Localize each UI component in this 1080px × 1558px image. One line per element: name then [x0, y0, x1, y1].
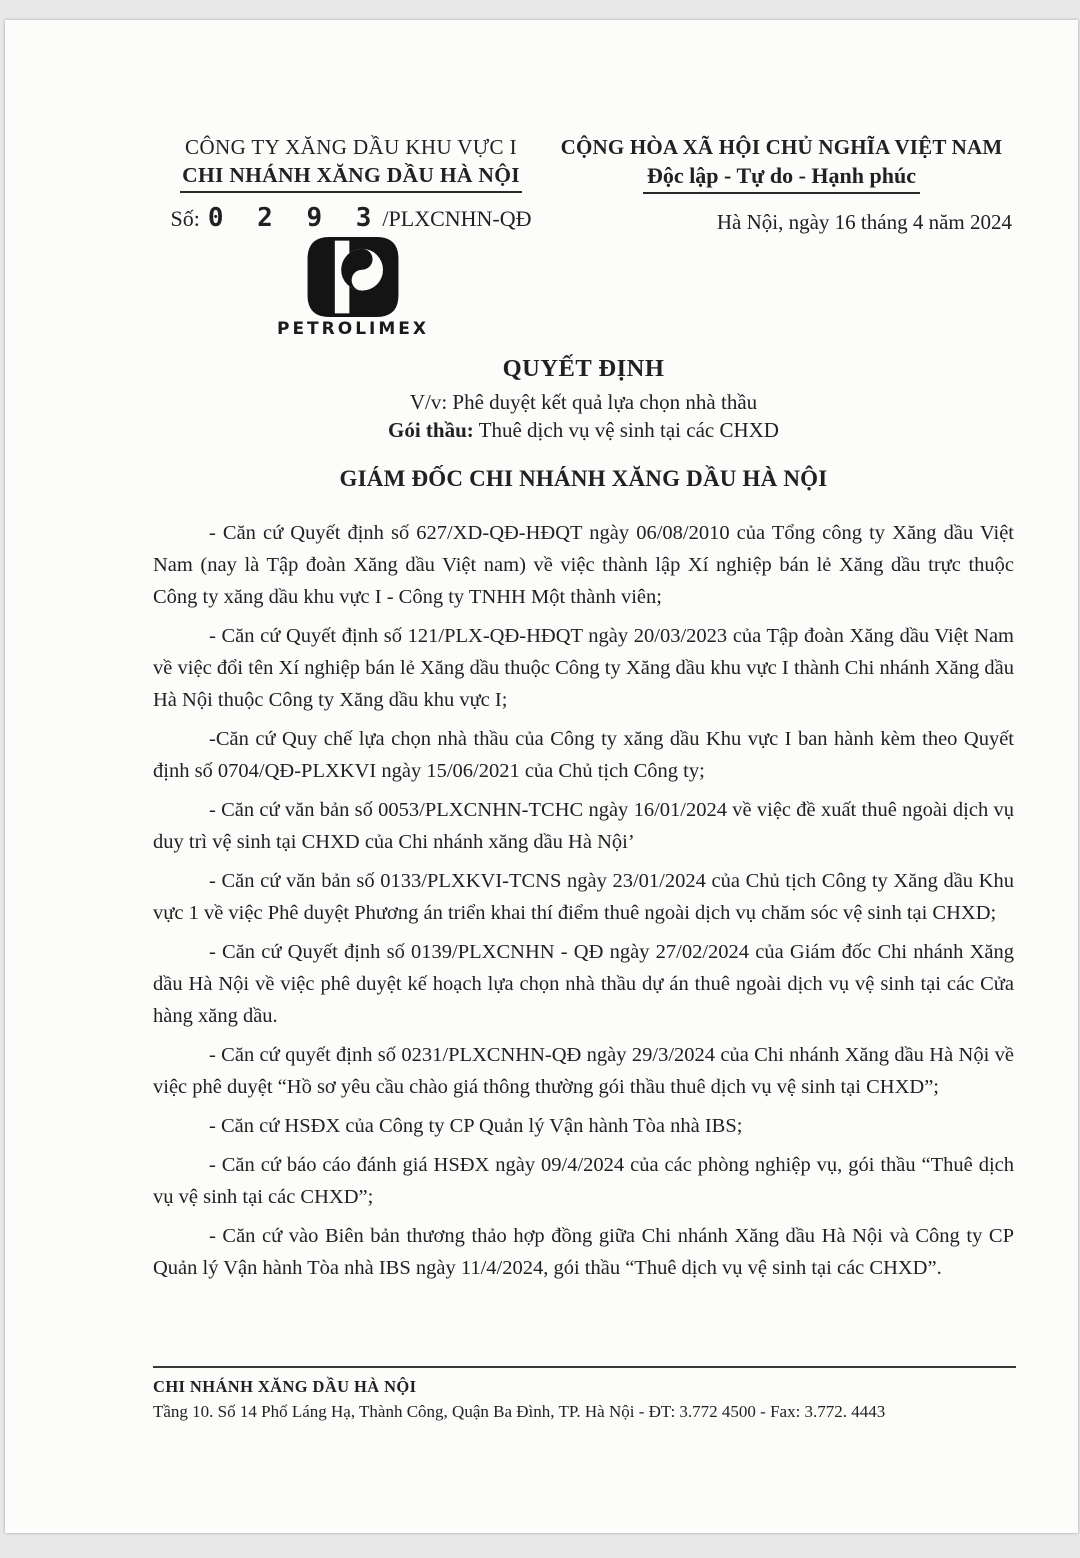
document-number-stamp: 0 2 9 3 [207, 203, 381, 233]
petrolimex-logo [273, 237, 433, 339]
document-number-label: Số: [170, 206, 200, 231]
footer-address: Tầng 10. Số 14 Phố Láng Hạ, Thành Công, Quận Ba Đình, TP. Hà Nội - ĐT: 3.772 4500 - Fax: 3.772. 4443 [153, 1402, 886, 1421]
parent-company-name: CÔNG TY XĂNG DẦU KHU VỰC I [185, 135, 518, 159]
tender-package-label: Gói thầu: [388, 418, 474, 442]
document-subject: V/v: Phê duyệt kết quả lựa chọn nhà thầu [409, 390, 758, 414]
document-number-suffix: /PLXCNHN-QĐ [382, 206, 532, 231]
document-number-line [153, 203, 549, 233]
body-paragraph: -Căn cứ Quy chế lựa chọn nhà thầu của Công ty xăng dầu Khu vực I ban hành kèm theo Quyết định số 0704/QĐ-PLXKVI ngày 15/06/2021 của Chủ tịch Công ty; [153, 728, 1014, 782]
document-content [153, 135, 1014, 1291]
footer-org-name: CHI NHÁNH XĂNG DẦU HÀ NỘI [153, 1377, 417, 1396]
body-paragraph: - Căn cứ văn bản số 0053/PLXCNHN-TCHC ngày 16/01/2024 về việc đề xuất thuê ngoài dịch vụ duy trì vệ sinh tại CHXD của Chi nhánh xăng dầu Hà Nội’ [153, 799, 1014, 853]
petrolimex-logo-icon [307, 237, 399, 317]
document-header [153, 135, 1014, 339]
body-paragraph: - Căn cứ báo cáo đánh giá HSĐX ngày 09/4/2024 của các phòng nghiệp vụ, gói thầu “Thuê dịch vụ vệ sinh tại các CHXD”; [153, 1154, 1014, 1208]
issuing-org-block [153, 135, 549, 339]
body-paragraph: - Căn cứ Quyết định số 0139/PLXCNHN - QĐ ngày 27/02/2024 của Giám đốc Chi nhánh Xăng dầu Hà Nội về việc phê duyệt kế hoạch lựa chọn nhà thầu dự án thuê ngoài dịch vụ vệ sinh tại các Cửa hàng xăng dầu. [153, 941, 1014, 1027]
national-motto-line1: CỘNG HÒA XÃ HỘI CHỦ NGHĨA VIỆT NAM [560, 135, 1003, 159]
body-paragraph: - Căn cứ quyết định số 0231/PLXCNHN-QĐ ngày 29/3/2024 của Chi nhánh Xăng dầu Hà Nội về việc phê duyệt “Hồ sơ yêu cầu chào giá thông thường gói thầu thuê dịch vụ vệ sinh tại CHXD”; [153, 1044, 1014, 1098]
body-paragraph: - Căn cứ Quyết định số 627/XD-QĐ-HĐQT ngày 06/08/2010 của Tổng công ty Xăng dầu Việt Nam (nay là Tập đoàn Xăng dầu Việt nam) về việc thành lập Xí nghiệp bán lẻ Xăng dầu trực thuộc Công ty xăng dầu khu vực I - Công ty TNHH Một thành viên; [153, 522, 1014, 608]
document-footer [153, 1366, 1016, 1422]
national-header-block [549, 135, 1014, 339]
document-title: QUYẾT ĐỊNH [502, 355, 665, 382]
body-paragraph: - Căn cứ Quyết định số 121/PLX-QĐ-HĐQT ngày 20/03/2023 của Tập đoàn Xăng dầu Việt Nam về việc đổi tên Xí nghiệp bán lẻ Xăng dầu thuộc Công ty Xăng dầu khu vực I thành Chi nhánh Xăng dầu Hà Nội thuộc Công ty Xăng dầu khu vực I; [153, 625, 1014, 711]
place-date-line: Hà Nội, ngày 16 tháng 4 năm 2024 [716, 210, 1012, 234]
branch-name: CHI NHÁNH XĂNG DẦU HÀ NỘI [153, 163, 549, 193]
body-paragraph: - Căn cứ HSĐX của Công ty CP Quản lý Vận hành Tòa nhà IBS; [209, 1115, 743, 1137]
document-body [153, 517, 1014, 1284]
body-paragraph: - Căn cứ vào Biên bản thương thảo hợp đồng giữa Chi nhánh Xăng dầu Hà Nội và Công ty CP Quản lý Vận hành Tòa nhà IBS ngày 11/4/2024, gói thầu “Thuê dịch vụ vệ sinh tại các CHXD”. [153, 1225, 1014, 1279]
national-motto-line2: Độc lập - Tự do - Hạnh phúc [549, 163, 1014, 194]
title-block [153, 355, 1014, 492]
document-page [5, 20, 1078, 1533]
tender-package-line [153, 418, 1014, 443]
issuer-title: GIÁM ĐỐC CHI NHÁNH XĂNG DẦU HÀ NỘI [339, 466, 828, 491]
tender-package-text: Thuê dịch vụ vệ sinh tại các CHXD [473, 418, 779, 442]
body-paragraph: - Căn cứ văn bản số 0133/PLXKVI-TCNS ngày 23/01/2024 của Chủ tịch Công ty Xăng dầu Khu vực 1 về việc Phê duyệt Phương án triển khai thí điểm thuê ngoài dịch vụ chăm sóc vệ sinh tại CHXD; [153, 870, 1014, 924]
petrolimex-wordmark: PETROLIMEX [276, 319, 429, 339]
